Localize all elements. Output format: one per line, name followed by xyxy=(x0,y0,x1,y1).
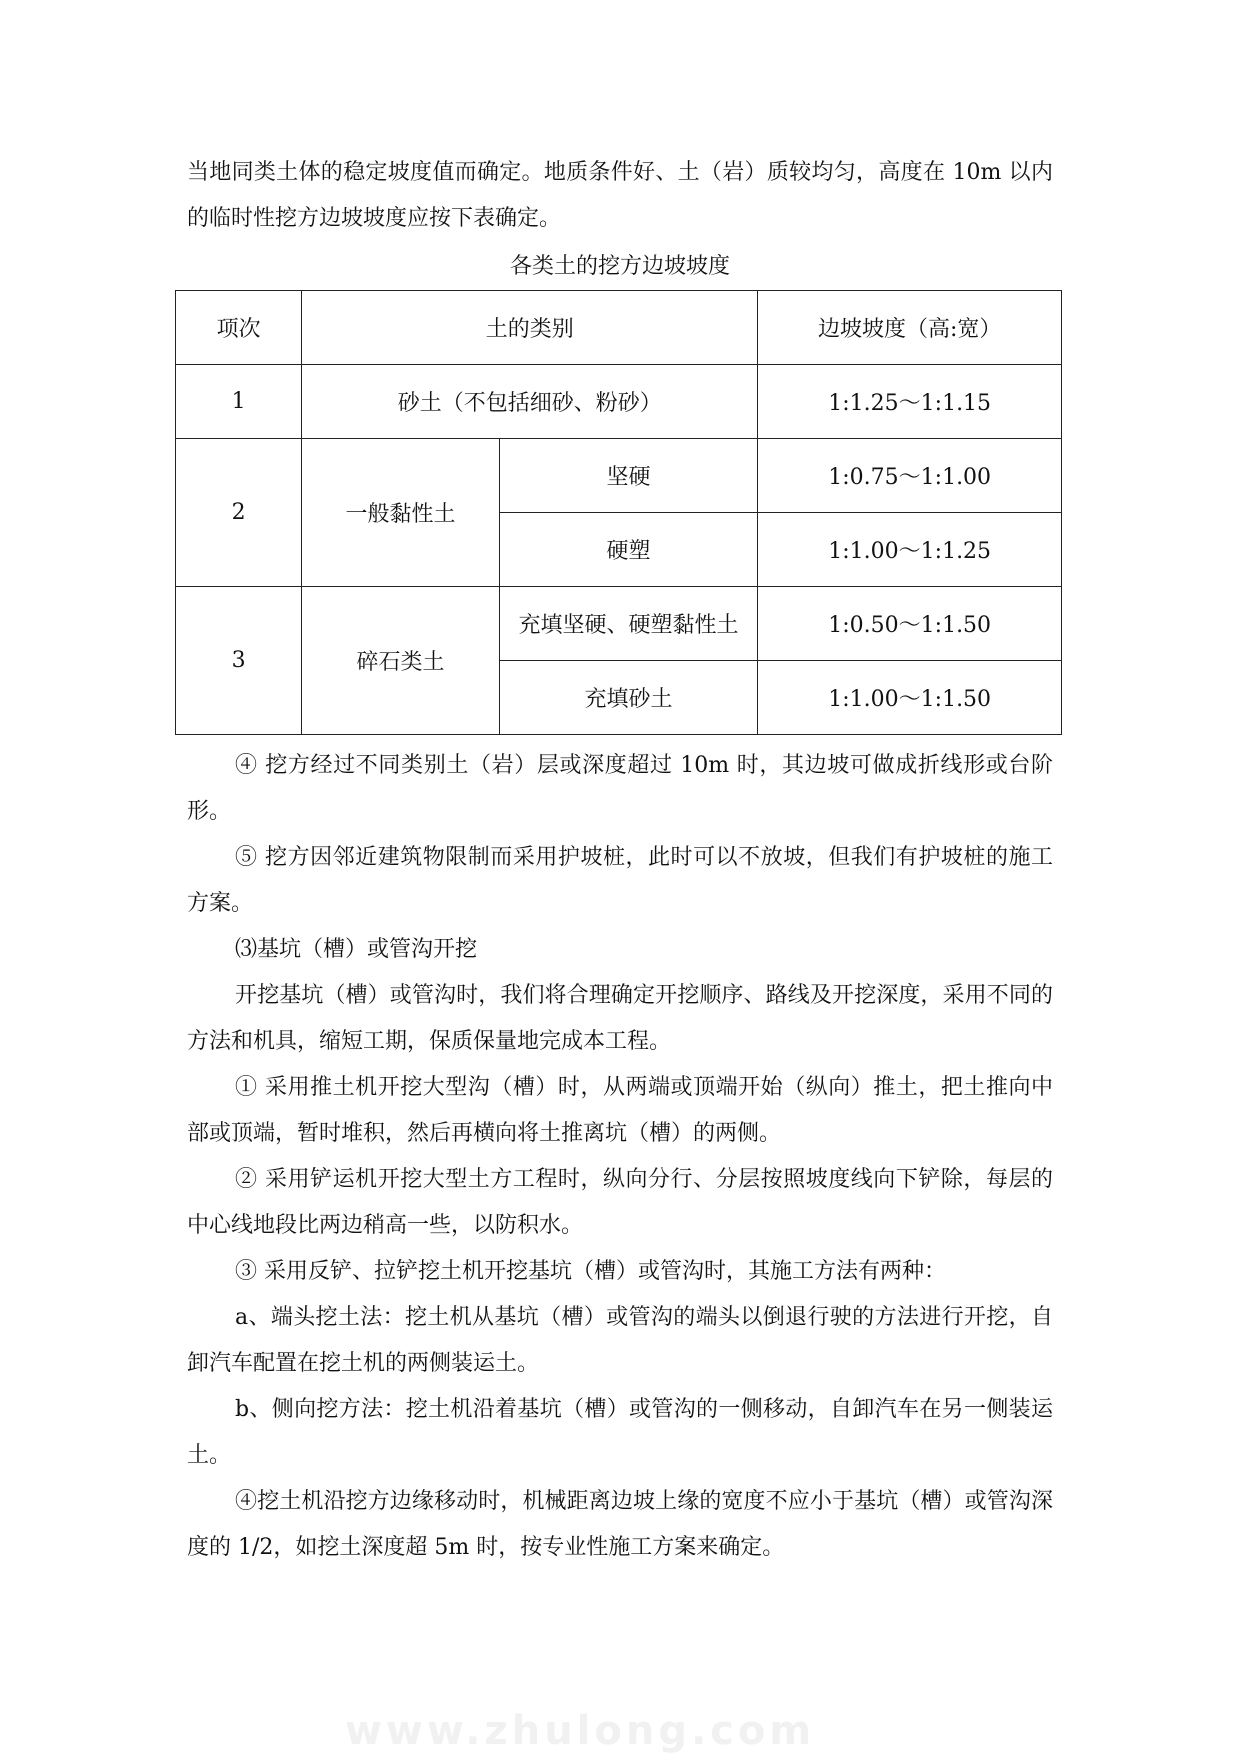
section-heading: ⑶基坑（槽）或管沟开挖 xyxy=(235,937,478,962)
slope-table xyxy=(175,290,1062,735)
table-cell-soil: 一般黏性土 xyxy=(302,439,500,587)
table-header-cell: 项次 xyxy=(176,291,302,365)
table-caption: 各类土的挖方边坡坡度 xyxy=(509,254,730,279)
table-cell-item: 1 xyxy=(176,365,302,439)
paragraph: 开挖基坑（槽）或管沟时，我们将合理确定开挖顺序、路线及开挖深度，采用不同的方法和机具，缩短工期，保质保量地完成本工程。 xyxy=(187,983,1053,1054)
paragraph: a、端头挖土法：挖土机从基坑（槽）或管沟的端头以倒退行驶的方法进行开挖，自卸汽车配置在挖土机的两侧装运土。 xyxy=(187,1305,1053,1376)
table-header-cell: 边坡坡度（高:宽） xyxy=(758,291,1062,365)
paragraph-intro: 当地同类土体的稳定坡度值而确定。地质条件好、土（岩）质较均匀，高度在 10m 以内的临时性挖方边坡坡度应按下表确定。 xyxy=(187,160,1053,231)
table-cell-ratio: 1:1.00～1:1.25 xyxy=(758,513,1062,587)
table-cell-soil: 砂土（不包括细砂、粉砂） xyxy=(302,365,758,439)
table-header-cell: 土的类别 xyxy=(302,291,758,365)
table-row xyxy=(176,439,1062,513)
watermark: www.zhulong.com xyxy=(344,1708,816,1754)
table-cell-item: 3 xyxy=(176,587,302,735)
table-cell-subtype: 充填坚硬、硬塑黏性土 xyxy=(499,587,758,661)
table-cell-subtype: 充填砂土 xyxy=(499,661,758,735)
table-row xyxy=(176,365,1062,439)
paragraph: ⑤ 挖方因邻近建筑物限制而采用护坡桩，此时可以不放坡，但我们有护坡桩的施工方案。 xyxy=(187,845,1053,916)
table-header-row xyxy=(176,291,1062,365)
table-row xyxy=(176,587,1062,661)
paragraph: ① 采用推土机开挖大型沟（槽）时，从两端或顶端开始（纵向）推土，把土推向中部或顶端，暂时堆积，然后再横向将土推离坑（槽）的两侧。 xyxy=(187,1075,1053,1146)
table-cell-ratio: 1:0.75～1:1.00 xyxy=(758,439,1062,513)
table-cell-item: 2 xyxy=(176,439,302,587)
table-cell-subtype: 硬塑 xyxy=(499,513,758,587)
table-cell-soil: 碎石类土 xyxy=(302,587,500,735)
paragraph: ② 采用铲运机开挖大型土方工程时，纵向分行、分层按照坡度线向下铲除，每层的中心线地段比两边稍高一些，以防积水。 xyxy=(187,1167,1053,1238)
table-cell-ratio: 1:1.00～1:1.50 xyxy=(758,661,1062,735)
table-cell-subtype: 坚硬 xyxy=(499,439,758,513)
paragraph: ③ 采用反铲、拉铲挖土机开挖基坑（槽）或管沟时，其施工方法有两种： xyxy=(235,1259,946,1284)
document-body xyxy=(187,150,1053,1571)
paragraph: ④ 挖方经过不同类别土（岩）层或深度超过 10m 时，其边坡可做成折线形或台阶形。 xyxy=(187,753,1053,824)
paragraph: ④挖土机沿挖方边缘移动时，机械距离边坡上缘的宽度不应小于基坑（槽）或管沟深度的 1/2，如挖土深度超 5m 时，按专业性施工方案来确定。 xyxy=(187,1489,1053,1560)
table-cell-ratio: 1:0.50～1:1.50 xyxy=(758,587,1062,661)
table-cell-ratio: 1:1.25～1:1.15 xyxy=(758,365,1062,439)
paragraph: b、侧向挖方法：挖土机沿着基坑（槽）或管沟的一侧移动，自卸汽车在另一侧装运土。 xyxy=(187,1397,1053,1468)
